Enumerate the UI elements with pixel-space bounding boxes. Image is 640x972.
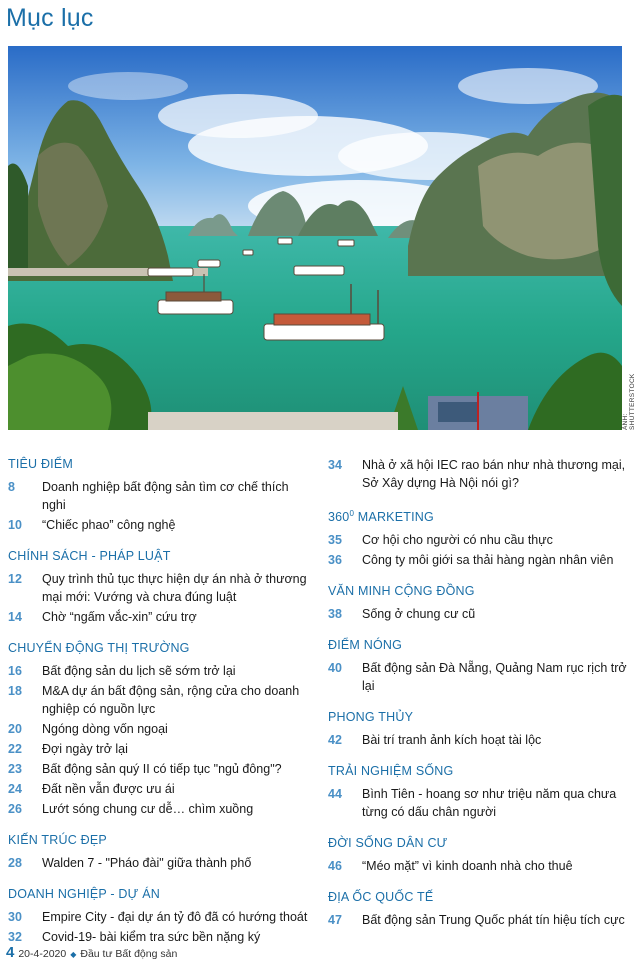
entry-page-number: 42 xyxy=(328,733,342,748)
toc-section xyxy=(328,889,634,929)
entry-title: Công ty môi giới sa thải hàng ngàn nhân viên xyxy=(362,553,614,568)
entry-title: Sống ở chung cư cũ xyxy=(362,607,476,622)
entry-page-number: 28 xyxy=(8,856,22,870)
diamond-icon: ◆ xyxy=(70,950,77,959)
section-heading: TRẢI NGHIỆM SỐNG xyxy=(328,764,454,779)
section-heading: ĐIỂM NÓNG xyxy=(328,638,403,653)
toc-section xyxy=(8,640,314,818)
entry-title: Covid-19- bài kiểm tra sức bền nặng ký xyxy=(42,930,261,944)
toc-section xyxy=(8,832,314,872)
toc-section xyxy=(328,763,634,821)
entry-title: Walden 7 - "Pháo đài" giữa thành phố xyxy=(42,856,252,870)
entry-title: Đợi ngày trở lại xyxy=(42,742,128,756)
toc-left-column xyxy=(8,456,314,960)
toc-entry[interactable] xyxy=(328,551,634,569)
section-heading: CHÍNH SÁCH - PHÁP LUẬT xyxy=(8,549,171,563)
entry-page-number: 26 xyxy=(8,802,22,816)
toc-entry[interactable] xyxy=(328,731,634,749)
toc-entry[interactable] xyxy=(8,740,314,758)
entry-page-number: 36 xyxy=(328,553,342,568)
entry-title: Lướt sóng chung cư dễ… chìm xuồng xyxy=(42,802,254,816)
page-footer xyxy=(6,944,177,961)
section-heading: PHONG THỦY xyxy=(328,710,414,725)
photo-credit: ẢNH: SHUTTERSTOCK xyxy=(622,373,636,430)
toc-section xyxy=(328,709,634,749)
entry-page-number: 12 xyxy=(8,572,22,586)
entry-title: M&A dự án bất động sản, rộng cửa cho doanh nghiệp có nguồn lực xyxy=(42,684,300,716)
entry-page-number: 46 xyxy=(328,859,342,874)
entry-title: Chờ “ngấm vắc-xin” cứu trợ xyxy=(42,610,197,624)
entry-page-number: 40 xyxy=(328,661,342,676)
toc-section xyxy=(8,456,314,534)
entry-page-number: 22 xyxy=(8,742,22,756)
entry-title: Đất nền vẫn được ưu ái xyxy=(42,782,175,796)
section-heading: KIẾN TRÚC ĐẸP xyxy=(8,833,107,847)
toc-entry[interactable] xyxy=(8,780,314,798)
entry-page-number: 38 xyxy=(328,607,342,622)
toc-entry[interactable] xyxy=(8,682,314,718)
toc-right-column xyxy=(328,456,634,943)
toc-section xyxy=(328,456,634,492)
toc-entry[interactable] xyxy=(8,570,314,606)
entry-title: Doanh nghiệp bất động sản tìm cơ chế thích nghi xyxy=(42,480,289,512)
toc-entry[interactable] xyxy=(328,531,634,549)
section-heading: DOANH NGHIỆP - DỰ ÁN xyxy=(8,887,160,901)
toc-entry[interactable] xyxy=(328,659,634,695)
section-heading xyxy=(328,506,634,525)
entry-page-number: 34 xyxy=(328,458,342,472)
toc-entry[interactable] xyxy=(328,857,634,875)
toc-entry[interactable] xyxy=(8,608,314,626)
toc-entry[interactable] xyxy=(328,785,634,821)
toc-entry[interactable] xyxy=(8,478,314,514)
entry-page-number: 16 xyxy=(8,664,22,678)
toc-entry[interactable] xyxy=(8,720,314,738)
toc-entry[interactable] xyxy=(328,456,634,492)
entry-title: Bất động sản Đà Nẵng, Quảng Nam rục rịch trở lại xyxy=(362,661,627,694)
entry-page-number: 18 xyxy=(8,684,22,698)
section-heading: ĐỜI SỐNG DÂN CƯ xyxy=(328,836,448,851)
entry-title: Ngóng dòng vốn ngoại xyxy=(42,722,168,736)
entry-page-number: 30 xyxy=(8,910,22,924)
entry-page-number: 24 xyxy=(8,782,22,796)
entry-title: Bình Tiên - hoang sơ như triệu năm qua chưa từng có dấu chân người xyxy=(362,787,617,820)
toc-section xyxy=(328,835,634,875)
toc-section xyxy=(328,506,634,569)
section-heading: VĂN MINH CỘNG ĐỒNG xyxy=(328,584,475,599)
entry-page-number: 23 xyxy=(8,762,22,776)
entry-page-number: 10 xyxy=(8,518,22,532)
entry-page-number: 47 xyxy=(328,913,342,928)
toc-section xyxy=(328,583,634,623)
entry-page-number: 8 xyxy=(8,480,15,494)
entry-title: Empire City - đại dự án tỷ đô đã có hướng thoát xyxy=(42,910,308,924)
footer-date: 20-4-2020 xyxy=(18,948,67,960)
page-title: Mục lục xyxy=(6,4,94,32)
heading-superscript: 0 xyxy=(349,509,355,518)
toc-entry[interactable] xyxy=(328,605,634,623)
heading-text: MARKETING xyxy=(354,510,434,525)
entry-title: Quy trình thủ tục thực hiện dự án nhà ở thương mại mới: Vướng và chưa đúng luật xyxy=(42,572,307,604)
entry-page-number: 20 xyxy=(8,722,22,736)
entry-title: Bất động sản quý II có tiếp tục "ngủ đông"? xyxy=(42,762,282,776)
toc-section xyxy=(8,886,314,946)
toc-entry[interactable] xyxy=(328,911,634,929)
toc-section xyxy=(8,548,314,626)
toc-entry[interactable] xyxy=(8,760,314,778)
toc-section xyxy=(328,637,634,695)
entry-page-number: 14 xyxy=(8,610,22,624)
toc-entry[interactable] xyxy=(8,800,314,818)
entry-title: Cơ hội cho người có nhu cầu thực xyxy=(362,533,553,548)
entry-title: “Méo mặt” vì kinh doanh nhà cho thuê xyxy=(362,859,573,874)
entry-page-number: 35 xyxy=(328,533,342,548)
section-heading: CHUYỂN ĐỘNG THỊ TRƯỜNG xyxy=(8,641,190,655)
footer-publication: Đầu tư Bất động sản xyxy=(80,948,178,960)
section-heading: TIÊU ĐIỂM xyxy=(8,457,73,471)
entry-title: Bất động sản Trung Quốc phát tín hiệu tích cực xyxy=(362,913,625,928)
section-heading: ĐỊA ỐC QUỐC TẾ xyxy=(328,890,434,905)
toc-entry[interactable] xyxy=(8,854,314,872)
entry-page-number: 44 xyxy=(328,787,342,802)
toc-entry[interactable] xyxy=(8,908,314,926)
entry-title: Nhà ở xã hội IEC rao bán như nhà thương mại, Sở Xây dựng Hà Nội nói gì? xyxy=(362,458,626,490)
ha-long-bay-photo xyxy=(8,46,622,430)
entry-title: Bài trí tranh ảnh kích hoạt tài lộc xyxy=(362,733,542,748)
heading-number: 360 xyxy=(328,510,350,525)
toc-entry[interactable] xyxy=(8,516,314,534)
entry-title: “Chiếc phao” công nghệ xyxy=(42,518,176,532)
toc-entry[interactable] xyxy=(8,662,314,680)
footer-page-number: 4 xyxy=(6,944,15,961)
entry-page-number: 32 xyxy=(8,930,22,944)
entry-title: Bất động sản du lịch sẽ sớm trở lại xyxy=(42,664,236,678)
